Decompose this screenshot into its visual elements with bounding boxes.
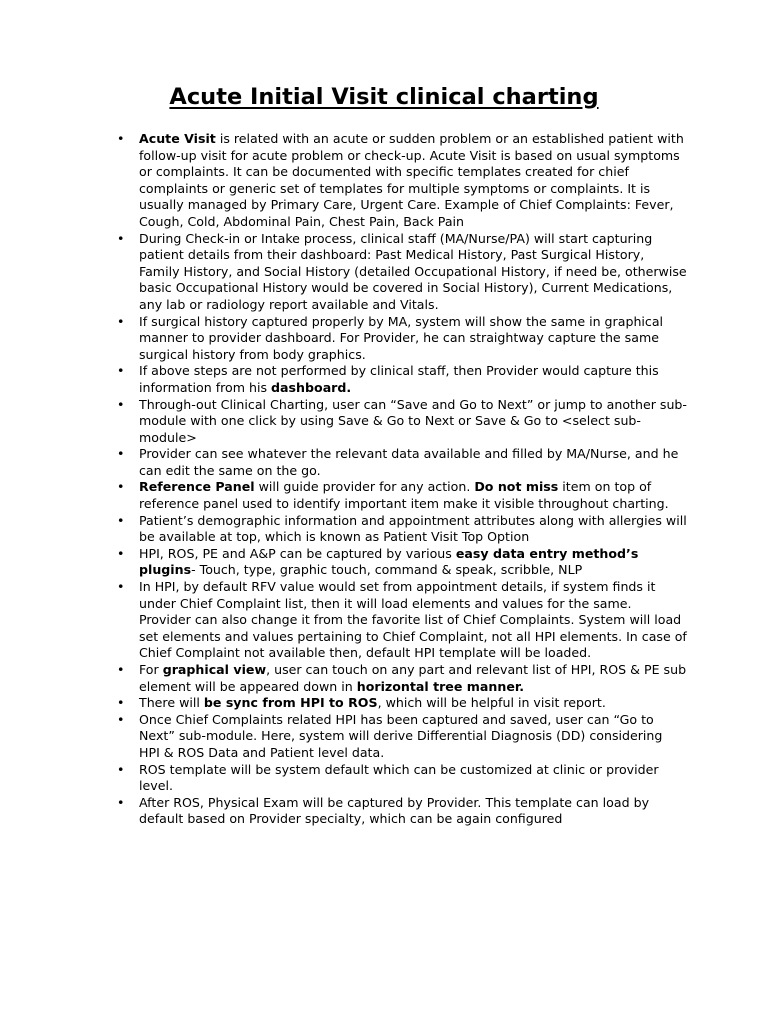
bullet-item (139, 314, 687, 364)
bullet-text: Provider can see whatever the relevant data available and filled by MA/Nurse, and he can edit the same on the go. (139, 446, 679, 478)
bullet-text: item on top of reference panel used to identify important item make it visible throughout charting. (139, 479, 669, 512)
bullet-item (139, 662, 687, 695)
bullet-item (139, 795, 687, 828)
bold-text: easy data entry method’s plugins (139, 545, 639, 578)
bullet-text: is related with an acute or sudden problem or an established patient with follow-up visit for acute problem or check-up. Acute Visit is based on usual symptoms or complaints. It can be documented with specific templates created for chief complaints or generic set of templates for multiple symptoms or complaints. It is usually managed by Primary Care, Urgent Care. Example of Chief Complaints: Fever, Cough, Cold, Abdominal Pain, Chest Pain, Back Pain (139, 131, 684, 229)
bullet-item (139, 397, 687, 447)
bullet-text: After ROS, Physical Exam will be captured by Provider. This template can load by default based on Provider specialty, which can be again configured (139, 794, 650, 827)
bold-text: Acute Visit (139, 131, 216, 146)
bullet-item (139, 546, 687, 579)
bullet-item (139, 762, 687, 795)
bullet-text: In HPI, by default RFV value would set from appointment details, if system finds it under Chief Complaint list, then it will load elements and values for the same. Provider can also change it from the favorite list of Chief Complaints. System will load set elements and values pertaining to Chief Complaint, not all HPI elements. In case of Chief Complaint not available then, default HPI template will be loaded. (139, 579, 687, 661)
bullet-text: If surgical history captured properly by MA, system will show the same in graphical manner to provider dashboard. For Provider, he can straightway capture the same surgical history from body graphics. (139, 313, 664, 362)
bullet-text: There will (139, 695, 204, 711)
bullet-text: - Touch, type, graphic touch, command & speak, scribble, NLP (191, 562, 583, 578)
bullet-list (139, 131, 687, 828)
bullet-item (139, 131, 687, 231)
bold-text: graphical view (162, 662, 267, 677)
bullet-item (139, 695, 687, 712)
bullet-item (139, 446, 687, 479)
bullet-item (139, 363, 687, 396)
bullet-text: will guide provider for any action. (254, 479, 475, 495)
bullet-text: Once Chief Complaints related HPI has been captured and saved, user can “Go to Next” sub-module. Here, system will derive Differential Diagnosis (DD) considering HPI & ROS Data and Patient level data. (139, 711, 663, 760)
bold-text: Do not miss (474, 479, 559, 495)
bullet-text: During Check-in or Intake process, clinical staff (MA/Nurse/PA) will start capturing patient details from their dashboard: Past Medical History, Past Surgical History, Family History, and Social History (detailed Occupational History, if need be, otherwise basic Occupational History would be covered in Social History), Current Medications, any lab or radiology report available and Vitals. (139, 230, 687, 312)
bullet-text: If above steps are not performed by clinical staff, then Provider would capture this information from his (139, 363, 659, 395)
bullet-text: ROS template will be system default which can be customized at clinic or provider level. (139, 761, 659, 794)
bold-text: be sync from HPI to ROS (203, 695, 378, 711)
bullet-text: Through-out Clinical Charting, user can “Save and Go to Next” or jump to another sub-module with one click by using Save & Go to Next or Save & Go to <select sub-module> (139, 396, 687, 445)
bold-text: Reference Panel (139, 479, 255, 495)
bullet-item (139, 579, 687, 662)
bullet-text: Patient’s demographic information and appointment attributes along with allergies will be available at top, which is known as Patient Visit Top Option (139, 512, 687, 545)
bullet-text: For (139, 662, 163, 677)
bullet-item (139, 479, 687, 512)
document-title: Acute Initial Visit clinical charting (169, 84, 599, 110)
bold-text: horizontal tree manner. (356, 678, 525, 694)
bullet-text: , user can touch on any part and relevant list of HPI, ROS & PE sub element will be appeared down in (139, 662, 687, 694)
bullet-item (139, 513, 687, 546)
bullet-item (139, 231, 687, 314)
bold-text: dashboard. (271, 379, 352, 395)
bullet-item (139, 712, 687, 762)
bullet-text: HPI, ROS, PE and A&P can be captured by various (139, 545, 456, 561)
bullet-text: , which will be helpful in visit report. (377, 695, 606, 711)
